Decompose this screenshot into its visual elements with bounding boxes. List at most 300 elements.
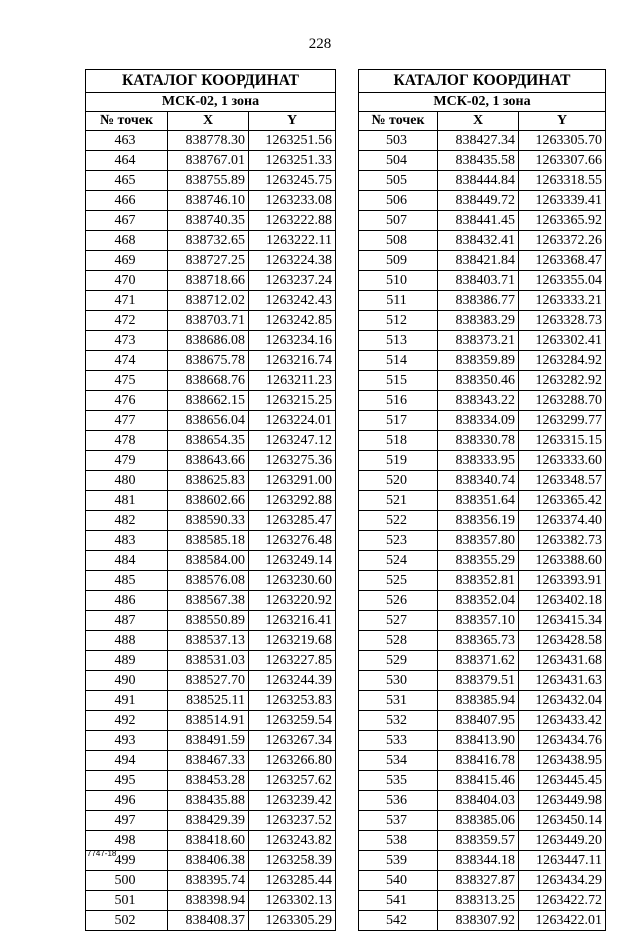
y-coordinate-cell: 1263259.54 [249, 711, 336, 731]
point-number-cell: 538 [359, 831, 438, 851]
point-number-cell: 500 [86, 871, 168, 891]
y-coordinate-cell: 1263365.92 [519, 211, 606, 231]
point-number-cell: 535 [359, 771, 438, 791]
x-coordinate-cell: 838407.95 [438, 711, 519, 731]
table-row [86, 391, 336, 411]
table-row [359, 211, 606, 231]
table-row [359, 591, 606, 611]
x-coordinate-cell: 838350.46 [438, 371, 519, 391]
coordinate-catalog-table-right [358, 69, 606, 931]
table-row [359, 391, 606, 411]
y-coordinate-cell: 1263339.41 [519, 191, 606, 211]
point-number-cell: 499 [86, 851, 168, 871]
table-row [86, 691, 336, 711]
x-coordinate-cell: 838656.04 [168, 411, 249, 431]
x-coordinate-cell: 838386.77 [438, 291, 519, 311]
x-coordinate-cell: 838467.33 [168, 751, 249, 771]
table-row [86, 371, 336, 391]
point-number-cell: 465 [86, 171, 168, 191]
point-number-cell: 539 [359, 851, 438, 871]
point-number-cell: 501 [86, 891, 168, 911]
x-coordinate-cell: 838778.30 [168, 131, 249, 151]
point-number-cell: 478 [86, 431, 168, 451]
x-coordinate-cell: 838356.19 [438, 511, 519, 531]
column-header-y: Y [519, 112, 606, 131]
point-number-cell: 532 [359, 711, 438, 731]
y-coordinate-cell: 1263432.04 [519, 691, 606, 711]
y-coordinate-cell: 1263434.29 [519, 871, 606, 891]
x-coordinate-cell: 838718.66 [168, 271, 249, 291]
y-coordinate-cell: 1263243.82 [249, 831, 336, 851]
column-header-point-number: № точек [359, 112, 438, 131]
column-header-x: X [438, 112, 519, 131]
table-row [86, 671, 336, 691]
y-coordinate-cell: 1263365.42 [519, 491, 606, 511]
point-number-cell: 525 [359, 571, 438, 591]
point-number-cell: 528 [359, 631, 438, 651]
y-coordinate-cell: 1263305.29 [249, 911, 336, 931]
y-coordinate-cell: 1263288.70 [519, 391, 606, 411]
x-coordinate-cell: 838406.38 [168, 851, 249, 871]
table-row [86, 291, 336, 311]
point-number-cell: 480 [86, 471, 168, 491]
point-number-cell: 489 [86, 651, 168, 671]
x-coordinate-cell: 838584.00 [168, 551, 249, 571]
x-coordinate-cell: 838395.74 [168, 871, 249, 891]
table-row [359, 571, 606, 591]
y-coordinate-cell: 1263315.15 [519, 431, 606, 451]
point-number-cell: 534 [359, 751, 438, 771]
table-row [86, 231, 336, 251]
point-number-cell: 470 [86, 271, 168, 291]
table-row [359, 131, 606, 151]
table-row [359, 891, 606, 911]
table-row [359, 271, 606, 291]
point-number-cell: 469 [86, 251, 168, 271]
x-coordinate-cell: 838313.25 [438, 891, 519, 911]
y-coordinate-cell: 1263284.92 [519, 351, 606, 371]
y-coordinate-cell: 1263276.48 [249, 531, 336, 551]
x-coordinate-cell: 838567.38 [168, 591, 249, 611]
point-number-cell: 487 [86, 611, 168, 631]
table-row [359, 491, 606, 511]
y-coordinate-cell: 1263422.01 [519, 911, 606, 931]
y-coordinate-cell: 1263318.55 [519, 171, 606, 191]
y-coordinate-cell: 1263251.56 [249, 131, 336, 151]
x-coordinate-cell: 838550.89 [168, 611, 249, 631]
x-coordinate-cell: 838643.66 [168, 451, 249, 471]
x-coordinate-cell: 838351.64 [438, 491, 519, 511]
x-coordinate-cell: 838357.10 [438, 611, 519, 631]
table-row [86, 831, 336, 851]
y-coordinate-cell: 1263237.52 [249, 811, 336, 831]
table-row [86, 611, 336, 631]
point-number-cell: 524 [359, 551, 438, 571]
point-number-cell: 514 [359, 351, 438, 371]
y-coordinate-cell: 1263222.88 [249, 211, 336, 231]
table-row [359, 631, 606, 651]
y-coordinate-cell: 1263307.66 [519, 151, 606, 171]
y-coordinate-cell: 1263292.88 [249, 491, 336, 511]
table-row [86, 811, 336, 831]
document-code: 7747-18 [87, 849, 117, 858]
y-coordinate-cell: 1263253.83 [249, 691, 336, 711]
y-coordinate-cell: 1263211.23 [249, 371, 336, 391]
table-row [86, 491, 336, 511]
point-number-cell: 498 [86, 831, 168, 851]
x-coordinate-cell: 838379.51 [438, 671, 519, 691]
table-row [86, 791, 336, 811]
x-coordinate-cell: 838453.28 [168, 771, 249, 791]
table-row [86, 331, 336, 351]
y-coordinate-cell: 1263402.18 [519, 591, 606, 611]
y-coordinate-cell: 1263267.34 [249, 731, 336, 751]
x-coordinate-cell: 838514.91 [168, 711, 249, 731]
y-coordinate-cell: 1263438.95 [519, 751, 606, 771]
point-number-cell: 467 [86, 211, 168, 231]
table-row [86, 771, 336, 791]
point-number-cell: 483 [86, 531, 168, 551]
x-coordinate-cell: 838371.62 [438, 651, 519, 671]
table-row [86, 151, 336, 171]
table-row [359, 251, 606, 271]
x-coordinate-cell: 838686.08 [168, 331, 249, 351]
point-number-cell: 495 [86, 771, 168, 791]
x-coordinate-cell: 838333.95 [438, 451, 519, 471]
table-row [359, 311, 606, 331]
x-coordinate-cell: 838531.03 [168, 651, 249, 671]
x-coordinate-cell: 838385.94 [438, 691, 519, 711]
page-number: 228 [308, 36, 332, 52]
y-coordinate-cell: 1263299.77 [519, 411, 606, 431]
point-number-cell: 490 [86, 671, 168, 691]
point-number-cell: 491 [86, 691, 168, 711]
y-coordinate-cell: 1263428.58 [519, 631, 606, 651]
x-coordinate-cell: 838334.09 [438, 411, 519, 431]
x-coordinate-cell: 838383.29 [438, 311, 519, 331]
catalog-title: КАТАЛОГ КООРДИНАТ [359, 70, 606, 93]
coordinate-system-zone: МСК-02, 1 зона [86, 93, 336, 112]
table-row [86, 651, 336, 671]
y-coordinate-cell: 1263227.85 [249, 651, 336, 671]
point-number-cell: 516 [359, 391, 438, 411]
point-number-cell: 509 [359, 251, 438, 271]
x-coordinate-cell: 838444.84 [438, 171, 519, 191]
x-coordinate-cell: 838403.71 [438, 271, 519, 291]
y-coordinate-cell: 1263242.85 [249, 311, 336, 331]
point-number-cell: 510 [359, 271, 438, 291]
point-number-cell: 476 [86, 391, 168, 411]
y-coordinate-cell: 1263450.14 [519, 811, 606, 831]
x-coordinate-cell: 838421.84 [438, 251, 519, 271]
x-coordinate-cell: 838727.25 [168, 251, 249, 271]
table-row [359, 651, 606, 671]
y-coordinate-cell: 1263388.60 [519, 551, 606, 571]
y-coordinate-cell: 1263275.36 [249, 451, 336, 471]
y-coordinate-cell: 1263239.42 [249, 791, 336, 811]
point-number-cell: 503 [359, 131, 438, 151]
y-coordinate-cell: 1263266.80 [249, 751, 336, 771]
table-row [86, 711, 336, 731]
y-coordinate-cell: 1263302.13 [249, 891, 336, 911]
y-coordinate-cell: 1263431.68 [519, 651, 606, 671]
point-number-cell: 474 [86, 351, 168, 371]
x-coordinate-cell: 838576.08 [168, 571, 249, 591]
point-number-cell: 531 [359, 691, 438, 711]
column-header-point-number: № точек [86, 112, 168, 131]
point-number-cell: 494 [86, 751, 168, 771]
x-coordinate-cell: 838755.89 [168, 171, 249, 191]
y-coordinate-cell: 1263233.08 [249, 191, 336, 211]
point-number-cell: 541 [359, 891, 438, 911]
x-coordinate-cell: 838344.18 [438, 851, 519, 871]
table-row [359, 791, 606, 811]
y-coordinate-cell: 1263355.04 [519, 271, 606, 291]
x-coordinate-cell: 838359.89 [438, 351, 519, 371]
y-coordinate-cell: 1263219.68 [249, 631, 336, 651]
x-coordinate-cell: 838398.94 [168, 891, 249, 911]
point-number-cell: 518 [359, 431, 438, 451]
point-number-cell: 526 [359, 591, 438, 611]
x-coordinate-cell: 838416.78 [438, 751, 519, 771]
point-number-cell: 481 [86, 491, 168, 511]
y-coordinate-cell: 1263237.24 [249, 271, 336, 291]
y-coordinate-cell: 1263224.38 [249, 251, 336, 271]
y-coordinate-cell: 1263215.25 [249, 391, 336, 411]
table-row [86, 191, 336, 211]
y-coordinate-cell: 1263302.41 [519, 331, 606, 351]
point-number-cell: 540 [359, 871, 438, 891]
point-number-cell: 504 [359, 151, 438, 171]
point-number-cell: 497 [86, 811, 168, 831]
table-row [86, 891, 336, 911]
table-row [86, 911, 336, 931]
y-coordinate-cell: 1263348.57 [519, 471, 606, 491]
y-coordinate-cell: 1263230.60 [249, 571, 336, 591]
x-coordinate-cell: 838340.74 [438, 471, 519, 491]
table-row [86, 171, 336, 191]
table-row [86, 471, 336, 491]
table-row [359, 331, 606, 351]
point-number-cell: 537 [359, 811, 438, 831]
point-number-cell: 505 [359, 171, 438, 191]
y-coordinate-cell: 1263434.76 [519, 731, 606, 751]
x-coordinate-cell: 838435.88 [168, 791, 249, 811]
y-coordinate-cell: 1263449.98 [519, 791, 606, 811]
x-coordinate-cell: 838373.21 [438, 331, 519, 351]
table-row [86, 531, 336, 551]
table-row [359, 431, 606, 451]
x-coordinate-cell: 838746.10 [168, 191, 249, 211]
coordinate-system-zone: МСК-02, 1 зона [359, 93, 606, 112]
x-coordinate-cell: 838307.92 [438, 911, 519, 931]
table-row [359, 471, 606, 491]
table-row [359, 811, 606, 831]
x-coordinate-cell: 838525.11 [168, 691, 249, 711]
y-coordinate-cell: 1263244.39 [249, 671, 336, 691]
table-row [86, 411, 336, 431]
x-coordinate-cell: 838343.22 [438, 391, 519, 411]
point-number-cell: 513 [359, 331, 438, 351]
x-coordinate-cell: 838357.80 [438, 531, 519, 551]
table-row [359, 711, 606, 731]
table-row [359, 411, 606, 431]
point-number-cell: 517 [359, 411, 438, 431]
table-row [86, 871, 336, 891]
y-coordinate-cell: 1263216.74 [249, 351, 336, 371]
x-coordinate-cell: 838408.37 [168, 911, 249, 931]
y-coordinate-cell: 1263251.33 [249, 151, 336, 171]
y-coordinate-cell: 1263368.47 [519, 251, 606, 271]
y-coordinate-cell: 1263258.39 [249, 851, 336, 871]
y-coordinate-cell: 1263222.11 [249, 231, 336, 251]
column-header-y: Y [249, 112, 336, 131]
x-coordinate-cell: 838585.18 [168, 531, 249, 551]
table-row [359, 191, 606, 211]
y-coordinate-cell: 1263382.73 [519, 531, 606, 551]
x-coordinate-cell: 838675.78 [168, 351, 249, 371]
table-row [359, 291, 606, 311]
y-coordinate-cell: 1263415.34 [519, 611, 606, 631]
point-number-cell: 508 [359, 231, 438, 251]
table-row [359, 831, 606, 851]
y-coordinate-cell: 1263445.45 [519, 771, 606, 791]
x-coordinate-cell: 838418.60 [168, 831, 249, 851]
x-coordinate-cell: 838415.46 [438, 771, 519, 791]
x-coordinate-cell: 838662.15 [168, 391, 249, 411]
table-row [86, 571, 336, 591]
x-coordinate-cell: 838441.45 [438, 211, 519, 231]
x-coordinate-cell: 838429.39 [168, 811, 249, 831]
x-coordinate-cell: 838330.78 [438, 431, 519, 451]
table-row [86, 431, 336, 451]
y-coordinate-cell: 1263291.00 [249, 471, 336, 491]
x-coordinate-cell: 838537.13 [168, 631, 249, 651]
point-number-cell: 512 [359, 311, 438, 331]
point-number-cell: 484 [86, 551, 168, 571]
y-coordinate-cell: 1263242.43 [249, 291, 336, 311]
point-number-cell: 519 [359, 451, 438, 471]
point-number-cell: 520 [359, 471, 438, 491]
catalog-title: КАТАЛОГ КООРДИНАТ [86, 70, 336, 93]
y-coordinate-cell: 1263234.16 [249, 331, 336, 351]
table-row [359, 151, 606, 171]
table-row [86, 311, 336, 331]
table-row [359, 771, 606, 791]
point-number-cell: 485 [86, 571, 168, 591]
table-row [86, 591, 336, 611]
coordinate-catalog-table-left [85, 69, 336, 931]
point-number-cell: 521 [359, 491, 438, 511]
table-row [359, 871, 606, 891]
table-row [359, 731, 606, 751]
y-coordinate-cell: 1263245.75 [249, 171, 336, 191]
table-row [359, 611, 606, 631]
x-coordinate-cell: 838385.06 [438, 811, 519, 831]
x-coordinate-cell: 838404.03 [438, 791, 519, 811]
table-row [86, 751, 336, 771]
point-number-cell: 511 [359, 291, 438, 311]
y-coordinate-cell: 1263216.41 [249, 611, 336, 631]
point-number-cell: 496 [86, 791, 168, 811]
y-coordinate-cell: 1263372.26 [519, 231, 606, 251]
table-row [359, 531, 606, 551]
point-number-cell: 527 [359, 611, 438, 631]
point-number-cell: 529 [359, 651, 438, 671]
x-coordinate-cell: 838352.04 [438, 591, 519, 611]
point-number-cell: 486 [86, 591, 168, 611]
x-coordinate-cell: 838427.34 [438, 131, 519, 151]
x-coordinate-cell: 838602.66 [168, 491, 249, 511]
x-coordinate-cell: 838625.83 [168, 471, 249, 491]
x-coordinate-cell: 838712.02 [168, 291, 249, 311]
x-coordinate-cell: 838355.29 [438, 551, 519, 571]
y-coordinate-cell: 1263431.63 [519, 671, 606, 691]
table-row [359, 511, 606, 531]
y-coordinate-cell: 1263333.60 [519, 451, 606, 471]
point-number-cell: 488 [86, 631, 168, 651]
y-coordinate-cell: 1263374.40 [519, 511, 606, 531]
point-number-cell: 492 [86, 711, 168, 731]
x-coordinate-cell: 838732.65 [168, 231, 249, 251]
y-coordinate-cell: 1263257.62 [249, 771, 336, 791]
table-row [86, 351, 336, 371]
table-row [86, 131, 336, 151]
point-number-cell: 479 [86, 451, 168, 471]
x-coordinate-cell: 838435.58 [438, 151, 519, 171]
table-row [86, 511, 336, 531]
table-row [86, 251, 336, 271]
point-number-cell: 475 [86, 371, 168, 391]
x-coordinate-cell: 838432.41 [438, 231, 519, 251]
table-row [86, 271, 336, 291]
table-row [86, 731, 336, 751]
table-row [359, 371, 606, 391]
point-number-cell: 530 [359, 671, 438, 691]
y-coordinate-cell: 1263282.92 [519, 371, 606, 391]
point-number-cell: 477 [86, 411, 168, 431]
table-row [359, 551, 606, 571]
x-coordinate-cell: 838352.81 [438, 571, 519, 591]
table-row [359, 671, 606, 691]
table-row [86, 631, 336, 651]
y-coordinate-cell: 1263447.11 [519, 851, 606, 871]
x-coordinate-cell: 838590.33 [168, 511, 249, 531]
point-number-cell: 536 [359, 791, 438, 811]
point-number-cell: 482 [86, 511, 168, 531]
table-row [359, 751, 606, 771]
y-coordinate-cell: 1263285.47 [249, 511, 336, 531]
x-coordinate-cell: 838359.57 [438, 831, 519, 851]
point-number-cell: 506 [359, 191, 438, 211]
table-row [359, 351, 606, 371]
y-coordinate-cell: 1263328.73 [519, 311, 606, 331]
x-coordinate-cell: 838365.73 [438, 631, 519, 651]
table-row [359, 171, 606, 191]
x-coordinate-cell: 838449.72 [438, 191, 519, 211]
y-coordinate-cell: 1263305.70 [519, 131, 606, 151]
x-coordinate-cell: 838668.76 [168, 371, 249, 391]
column-header-x: X [168, 112, 249, 131]
point-number-cell: 471 [86, 291, 168, 311]
table-row [86, 211, 336, 231]
x-coordinate-cell: 838740.35 [168, 211, 249, 231]
y-coordinate-cell: 1263249.14 [249, 551, 336, 571]
point-number-cell: 523 [359, 531, 438, 551]
table-row [86, 551, 336, 571]
point-number-cell: 533 [359, 731, 438, 751]
point-number-cell: 542 [359, 911, 438, 931]
